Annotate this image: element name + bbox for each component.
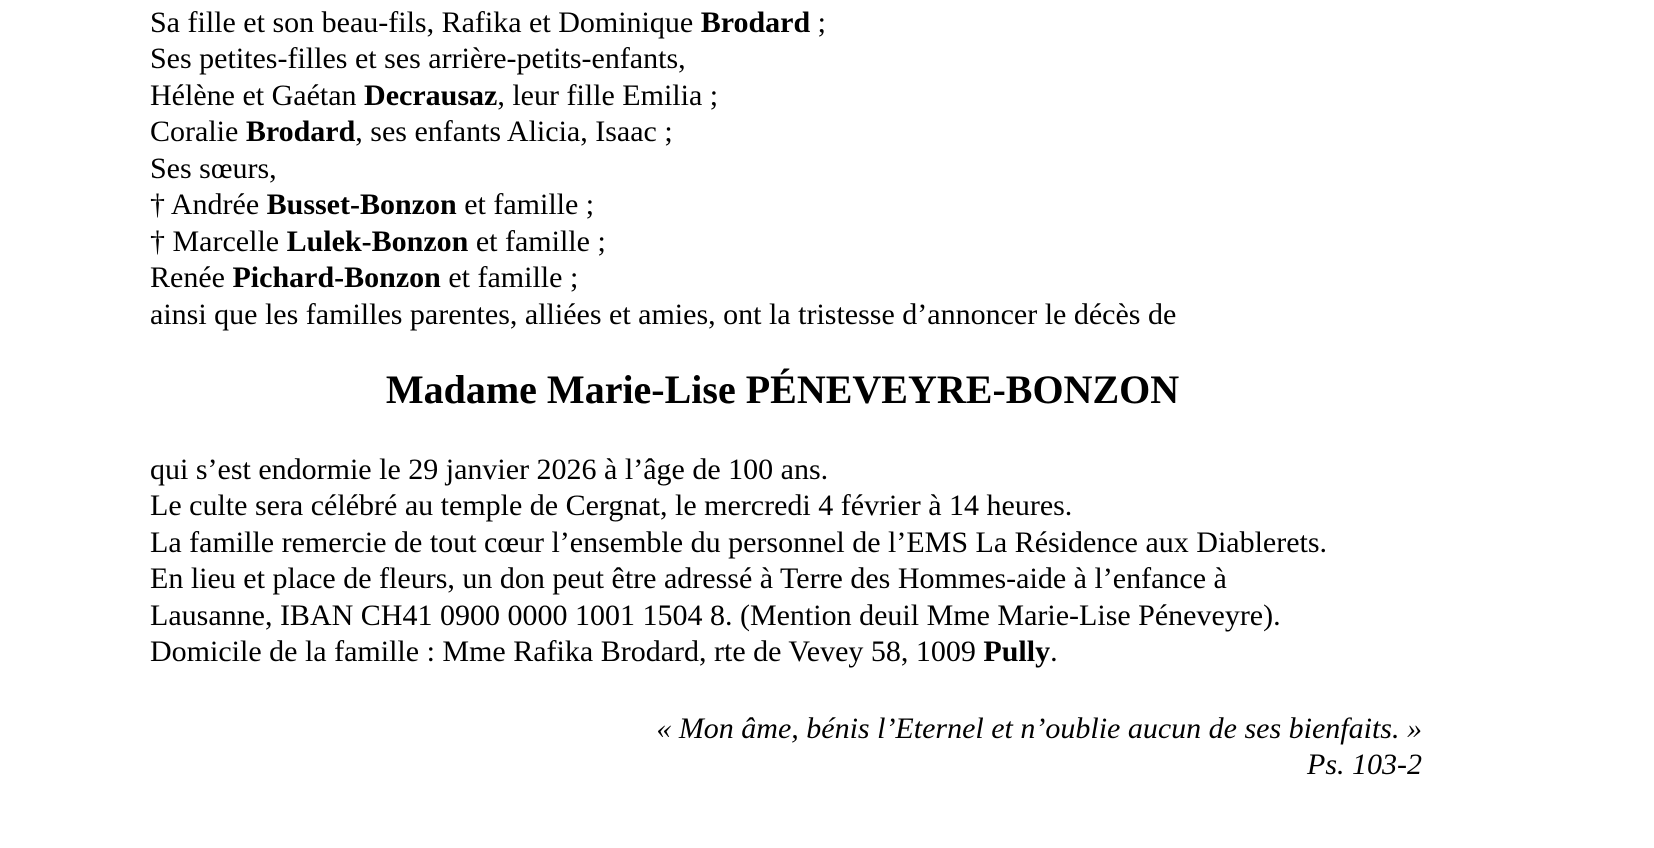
text-line bbox=[150, 224, 1176, 260]
family-name-bold: Lulek-Bonzon bbox=[286, 224, 469, 258]
text-line bbox=[150, 561, 1327, 597]
text-segment: Sa fille et son beau-fils, Rafika et Dominique bbox=[150, 6, 701, 39]
text-segment: , ses enfants Alicia, Isaac ; bbox=[355, 115, 673, 149]
text-line bbox=[150, 187, 1176, 223]
text-line bbox=[150, 78, 1176, 114]
text-line bbox=[150, 151, 1176, 187]
text-segment: et famille ; bbox=[440, 261, 579, 295]
text-segment: Domicile de la famille : Mme Rafika Brodard, rte de Vevey 58, 1009 bbox=[150, 635, 984, 669]
family-name-bold: Brodard bbox=[700, 6, 811, 39]
scripture-quote-text: « Mon âme, bénis l’Eternel et n’oublie aucun de ses bienfaits. » bbox=[656, 712, 1422, 745]
deceased-name-title: Madame Marie-Lise PÉNEVEYRE-BONZON bbox=[385, 367, 1180, 412]
text-segment: Ses petites-filles et ses arrière-petits-enfants, bbox=[150, 42, 686, 76]
family-name-bold: Pully bbox=[983, 635, 1051, 669]
text-segment: ainsi que les familles parentes, alliées et amies, ont la tristesse d’annoncer le décès de bbox=[150, 297, 1177, 331]
family-name-bold: Decrausaz bbox=[364, 78, 498, 112]
text-line bbox=[150, 452, 1327, 488]
family-name-bold: Busset-Bonzon bbox=[266, 188, 457, 222]
family-name-bold: Brodard bbox=[245, 115, 356, 149]
text-segment: En lieu et place de fleurs, un don peut être adressé à Terre des Hommes-aide à l’enfance à bbox=[150, 562, 1227, 596]
text-segment: Hélène et Gaétan bbox=[150, 78, 365, 112]
text-line bbox=[150, 41, 1176, 77]
scripture-reference: Ps. 103-2 bbox=[1307, 748, 1422, 782]
scripture-quote-block bbox=[150, 711, 1422, 784]
family-announcement-lines bbox=[150, 5, 1176, 333]
text-line bbox=[150, 5, 1176, 41]
text-line bbox=[150, 488, 1327, 524]
text-segment: , leur fille Emilia ; bbox=[497, 78, 719, 112]
text-segment: † Andrée bbox=[150, 188, 267, 222]
text-line bbox=[150, 260, 1176, 296]
funeral-details-lines bbox=[150, 452, 1327, 671]
text-segment: Ses sœurs, bbox=[150, 151, 277, 185]
text-line bbox=[150, 297, 1176, 333]
text-segment: qui s’est endormie le 29 janvier 2026 à l’âge de 100 ans. bbox=[150, 453, 829, 486]
text-line bbox=[150, 634, 1327, 670]
text-segment: † Marcelle bbox=[150, 224, 287, 258]
text-segment: . bbox=[1050, 635, 1058, 669]
text-segment: ; bbox=[810, 6, 827, 39]
text-line bbox=[150, 525, 1327, 561]
text-segment: Renée bbox=[150, 261, 233, 295]
text-segment: et famille ; bbox=[456, 188, 595, 222]
text-segment: La famille remercie de tout cœur l’ensemble du personnel de l’EMS La Résidence aux Diablerets. bbox=[150, 525, 1328, 559]
family-name-bold: Pichard-Bonzon bbox=[232, 261, 441, 295]
text-segment: Lausanne, IBAN CH41 0900 0000 1001 1504 8. (Mention deuil Mme Marie-Lise Péneveyre). bbox=[150, 598, 1281, 632]
text-line bbox=[150, 114, 1176, 150]
text-segment: Le culte sera célébré au temple de Cergnat, le mercredi 4 février à 14 heures. bbox=[150, 489, 1073, 523]
text-segment: et famille ; bbox=[468, 224, 606, 258]
text-line bbox=[150, 598, 1327, 634]
text-segment: Coralie bbox=[150, 115, 246, 149]
